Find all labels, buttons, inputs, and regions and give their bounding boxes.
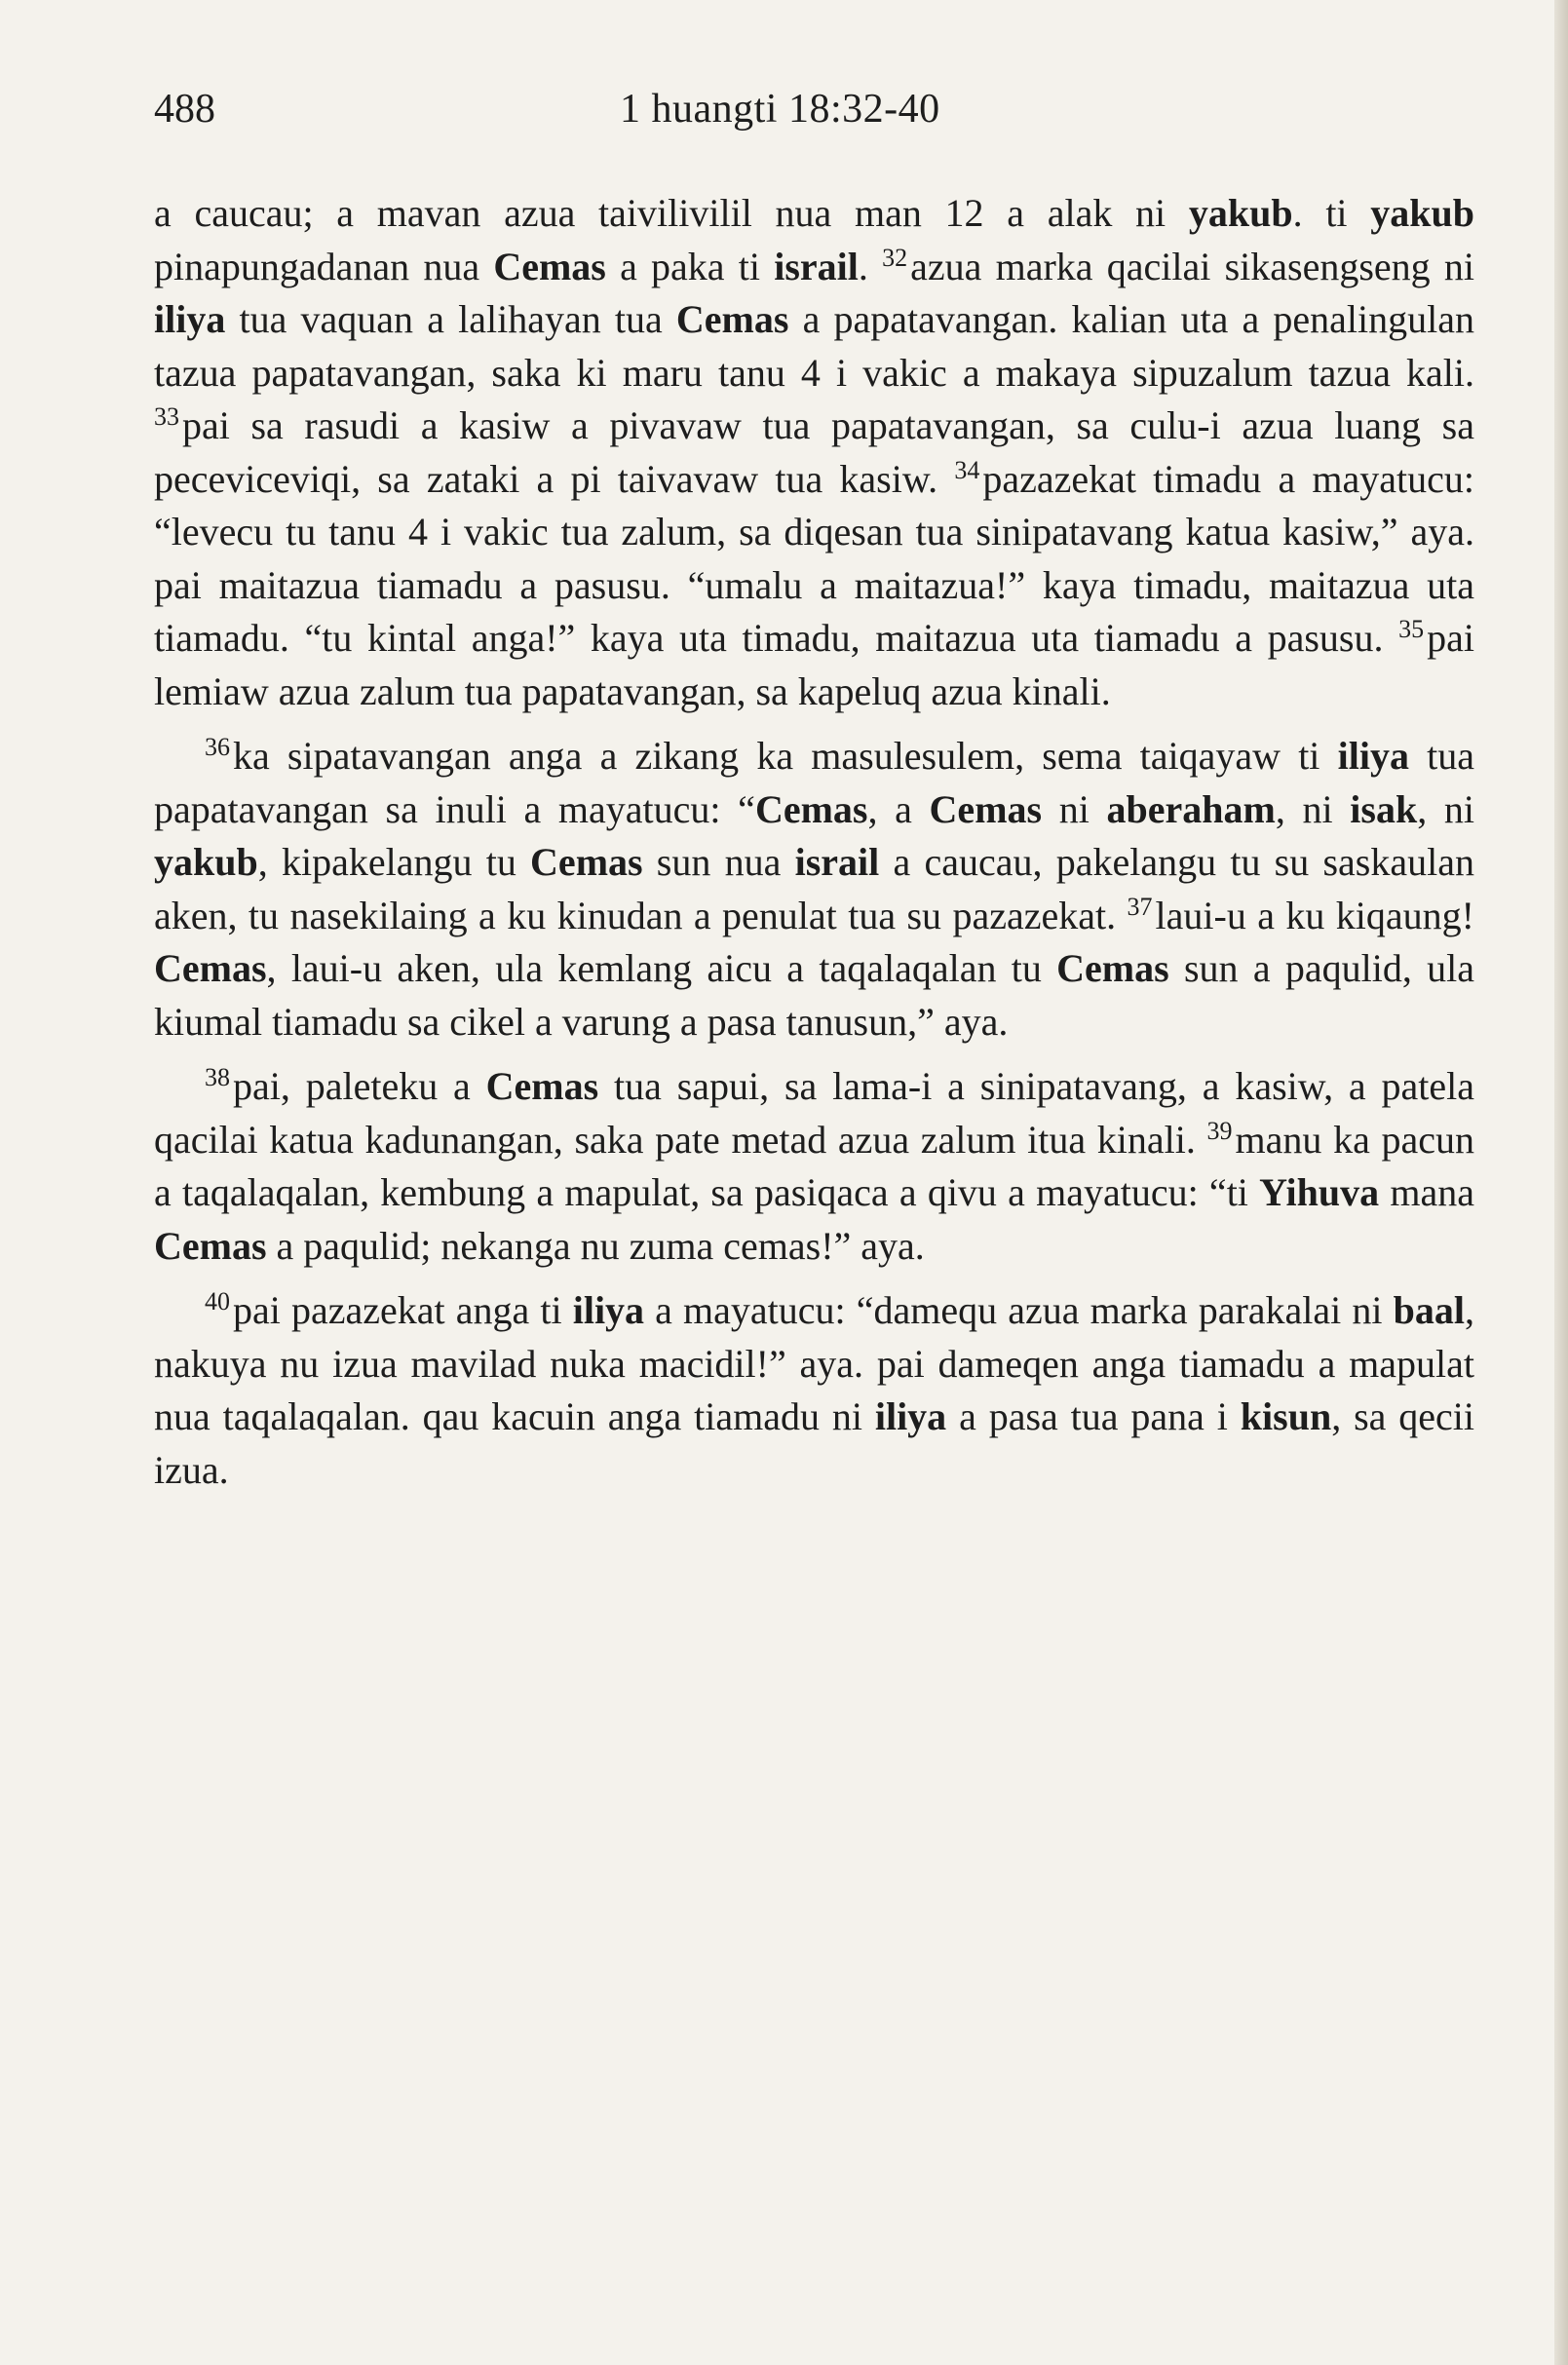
verse-number: 40 — [205, 1287, 230, 1316]
text-run: manu ka pacun a taqalaqalan, kembung a mapulat, sa pasiqaca a qivu a mayatucu: “ti — [154, 1117, 1474, 1214]
bold-name: iliya — [154, 297, 226, 341]
paragraph — [154, 187, 1474, 718]
paragraph — [154, 730, 1474, 1049]
bold-name: israil — [794, 840, 880, 884]
bold-name: kisun — [1240, 1394, 1332, 1438]
bold-name: Cemas — [929, 786, 1043, 831]
bold-name: Cemas — [493, 244, 606, 288]
verse-number: 36 — [205, 733, 230, 761]
verse-number: 32 — [882, 243, 908, 272]
bold-name: Cemas — [485, 1064, 599, 1108]
text-run: pazazekat timadu a mayatucu: “levecu tu tanu 4 i vakic tua zalum, sa diqesan tua sinipatavang katua kasiw,” aya. pai maitazua tiamadu a pasusu. “umalu a maitazua!” kaya timadu, maitazua uta tiamadu. “tu kintal anga!” kaya uta timadu, maitazua uta tiamadu a pasusu. — [154, 456, 1475, 660]
text-run: azua marka qacilai sikasengseng ni — [910, 244, 1474, 288]
text-run: , nakuya nu izua mavilad nuka macidil!” aya. pai dameqen anga tiamadu a mapulat nua taqalaqalan. qau kacuin anga tiamadu ni — [154, 1288, 1474, 1438]
text-run: ni — [1042, 786, 1107, 831]
text-run: pai sa rasudi a kasiw a pivavaw tua papatavangan, sa culu-i azua luang sa peceviceviqi, sa zataki a pi taivavaw tua kasiw. — [154, 403, 1474, 501]
bold-name: Yihuva — [1259, 1170, 1380, 1214]
text-run: a papatavangan. kalian uta a penalingulan tazua papatavangan, saka ki maru tanu 4 i vakic a makaya sipuzalum tazua kali. — [154, 297, 1474, 395]
text-run: a caucau; a mavan azua taivilivilil nua man 12 a alak ni — [154, 191, 1189, 235]
text-run: sun a paqulid, ula kiumal tiamadu sa cikel a varung a pasa tanusun,” aya. — [154, 946, 1474, 1044]
text-block — [154, 187, 1474, 1497]
page-header — [154, 80, 1474, 138]
page-number: 488 — [154, 87, 215, 132]
running-head: 1 huangti 18:32-40 — [620, 87, 940, 132]
bold-name: iliya — [874, 1394, 947, 1438]
text-run: , ni — [1417, 786, 1474, 831]
text-run: , laui-u aken, ula kemlang aicu a taqalaqalan tu — [266, 946, 1057, 990]
text-run: , a — [867, 786, 930, 831]
text-run: , sa qecii izua. — [154, 1394, 1474, 1492]
text-run: pinapungadanan nua — [154, 244, 494, 288]
text-run: , kipakelangu tu — [257, 840, 531, 884]
bold-name: Cemas — [530, 840, 643, 884]
text-run: a mayatucu: “damequ azua marka parakalai ni — [644, 1288, 1394, 1332]
verse-number: 33 — [154, 402, 179, 431]
text-run: tua vaquan a lalihayan tua — [225, 297, 676, 341]
text-run: pai pazazekat anga ti — [233, 1288, 573, 1332]
bold-name: iliya — [1337, 734, 1409, 778]
text-run: laui-u a ku kiqaung! — [1155, 893, 1474, 937]
page-edge — [1554, 0, 1568, 2365]
text-run: a pasa tua pana i — [946, 1394, 1241, 1438]
paragraph — [154, 1060, 1474, 1273]
bold-name: yakub — [1188, 191, 1293, 235]
text-run: , ni — [1275, 786, 1351, 831]
bold-name: Cemas — [154, 946, 267, 990]
bold-name: aberaham — [1106, 786, 1276, 831]
bold-name: Cemas — [754, 786, 868, 831]
text-run: . ti — [1292, 191, 1371, 235]
text-run: a paqulid; nekanga nu zuma cemas!” aya. — [266, 1223, 925, 1268]
verse-number: 38 — [205, 1063, 230, 1091]
text-run: ka sipatavangan anga a zikang ka masulesulem, sema taiqayaw ti — [233, 734, 1338, 778]
verse-number: 37 — [1127, 892, 1153, 921]
text-run: tua sapui, sa lama-i a sinipatavang, a kasiw, a patela qacilai katua kadunangan, saka pate metad azua zalum itua kinali. — [154, 1064, 1475, 1162]
text-run: . — [858, 244, 883, 288]
text-run: sun nua — [642, 840, 795, 884]
bold-name: Cemas — [675, 297, 789, 341]
text-run: pai lemiaw azua zalum tua papatavangan, sa kapeluq azua kinali. — [154, 616, 1474, 713]
verse-number: 34 — [954, 455, 980, 484]
text-run: a caucau, pakelangu tu su saskaulan aken, tu nasekilaing a ku kinudan a penulat tua su pazazekat. — [154, 840, 1474, 937]
verse-number: 39 — [1206, 1116, 1233, 1145]
bold-name: yakub — [154, 840, 258, 884]
verse-number: 35 — [1398, 615, 1425, 643]
bold-name: baal — [1393, 1288, 1465, 1332]
text-run: tua papatavangan sa inuli a mayatucu: “ — [154, 734, 1474, 831]
bold-name: iliya — [572, 1288, 645, 1332]
bold-name: isak — [1350, 786, 1418, 831]
text-run: pai, paleteku a — [233, 1064, 486, 1108]
text-run: mana — [1379, 1170, 1474, 1214]
bold-name: Cemas — [154, 1223, 267, 1268]
text-run: a paka ti — [605, 244, 775, 288]
paragraph — [154, 1284, 1474, 1497]
bold-name: israil — [774, 244, 859, 288]
bold-name: yakub — [1370, 191, 1474, 235]
bold-name: Cemas — [1056, 946, 1169, 990]
